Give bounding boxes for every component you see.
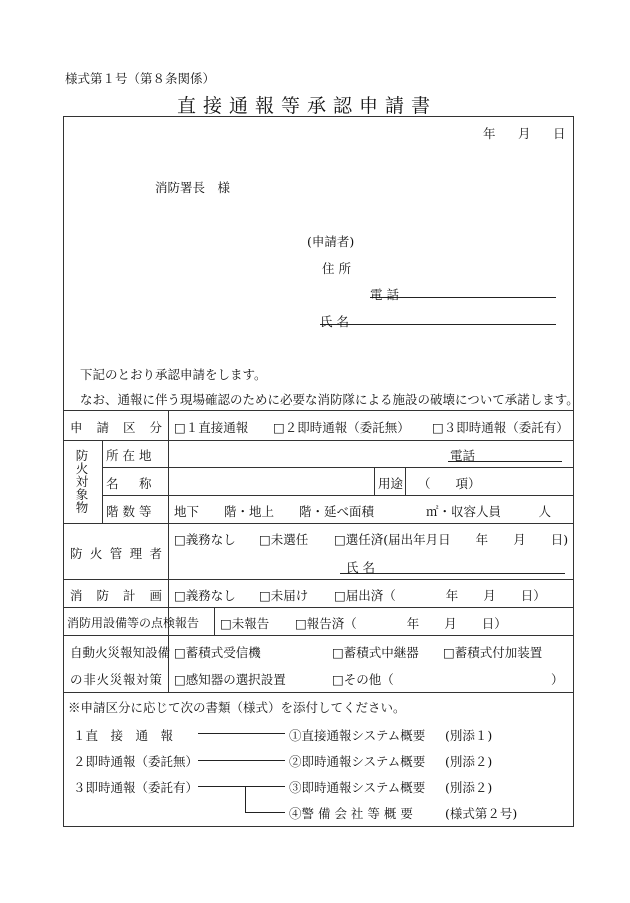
fire-plan-label: 消 防 計 画: [70, 588, 162, 603]
alarm-accumulating-receiver[interactable]: □蓄積式受信機: [174, 645, 261, 660]
notes-left-2: ２即時通報（委託無）: [73, 754, 199, 769]
application-type-direct[interactable]: □１直接通報: [174, 420, 249, 435]
alarm-detector-selection[interactable]: □感知器の選択設置: [174, 672, 286, 687]
target-use-label: 用途: [378, 476, 404, 491]
statement-line-2: なお、通報に伴う現場確認のために必要な消防隊による施設の破壊について承諾します。: [80, 392, 579, 407]
fire-plan-not-submitted[interactable]: □未届け: [259, 588, 309, 603]
target-location-label: 所在地: [106, 448, 156, 463]
fire-manager-appointed[interactable]: □選任済(届出年月日 年 月 日): [334, 532, 569, 547]
alarm-label-line-1: 自 動 火 災 報 知 設 備: [70, 645, 171, 660]
target-floors-label: 階数等: [106, 504, 156, 519]
inspection-reported[interactable]: □報告済（ 年 月 日）: [295, 616, 507, 631]
notes-right-4-ref: (様式第２号): [445, 806, 518, 821]
application-type-immediate-contract[interactable]: □３即時通報（委託有）: [432, 420, 569, 435]
notes-left-3: ３即時通報（委託有）: [73, 780, 199, 795]
fire-manager-not-appointed[interactable]: □未選任: [259, 532, 309, 547]
notes-left-1: １直 接 通 報: [73, 728, 174, 743]
notes-right-1-ref: (別添１): [445, 728, 493, 743]
notes-right-4: ④警 備 会 社 等 概 要: [289, 806, 413, 821]
inspection-label: 消防用設備等の点検報告: [67, 616, 200, 630]
applicant-phone-label: 電 話: [370, 287, 399, 302]
target-use-item: （ 項）: [418, 476, 481, 491]
notes-right-2-ref: (別添２): [445, 754, 493, 769]
target-capacity-text: ㎡・収容人員 人: [426, 504, 552, 519]
alarm-accumulating-relay[interactable]: □蓄積式中継器: [332, 645, 419, 660]
alarm-label-line-2: の 非 火 災 報 対 策: [70, 672, 162, 687]
fire-manager-not-required[interactable]: □義務なし: [174, 532, 236, 547]
fire-plan-not-required[interactable]: □義務なし: [174, 588, 236, 603]
statement-line-1: 下記のとおり承認申請をします。: [80, 367, 267, 382]
addressee: 消防署長 様: [155, 180, 231, 195]
application-type-label: 申 請 区 分: [70, 420, 162, 435]
form-number: 様式第１号（第８条関係）: [65, 71, 216, 86]
notes-heading: ※申請区分に応じて次の書類（様式）を添付してください。: [68, 700, 406, 715]
date-year: 年: [483, 126, 496, 141]
alarm-other[interactable]: □その他（: [332, 672, 394, 687]
form-border: [64, 117, 574, 827]
fire-manager-name-label: 氏 名: [346, 560, 375, 575]
fire-plan-submitted[interactable]: □届出済（ 年 月 日）: [334, 588, 546, 603]
notes-right-2: ②即時通報システム概要: [289, 754, 426, 769]
alarm-other-close: ）: [551, 672, 564, 687]
applicant-address-label: 住 所: [322, 261, 351, 276]
notes-right-3: ③即時通報システム概要: [289, 780, 426, 795]
target-group-label: 防 火 対 象 物: [75, 448, 89, 515]
inspection-not-reported[interactable]: □未報告: [220, 616, 270, 631]
target-floors-text: 地下 階・地上 階・延べ面積: [174, 504, 375, 519]
date-day: 日: [553, 126, 566, 141]
notes-right-3-ref: (別添２): [445, 780, 493, 795]
applicant-name-label: 氏 名: [320, 314, 349, 329]
alarm-accumulating-addon[interactable]: □蓄積式付加装置: [443, 645, 543, 660]
target-name-label: 名 称: [106, 476, 156, 491]
application-type-immediate-no-contract[interactable]: □２即時通報（委託無）: [273, 420, 410, 435]
page-title: 直接通報等承認申請書: [177, 95, 438, 117]
notes-right-1: ①直接通報システム概要: [289, 728, 426, 743]
target-phone-label: 電話: [450, 448, 476, 463]
date-month: 月: [518, 126, 531, 141]
fire-manager-label: 防 火 管 理 者: [70, 546, 162, 561]
applicant-label: (申請者): [307, 234, 355, 249]
